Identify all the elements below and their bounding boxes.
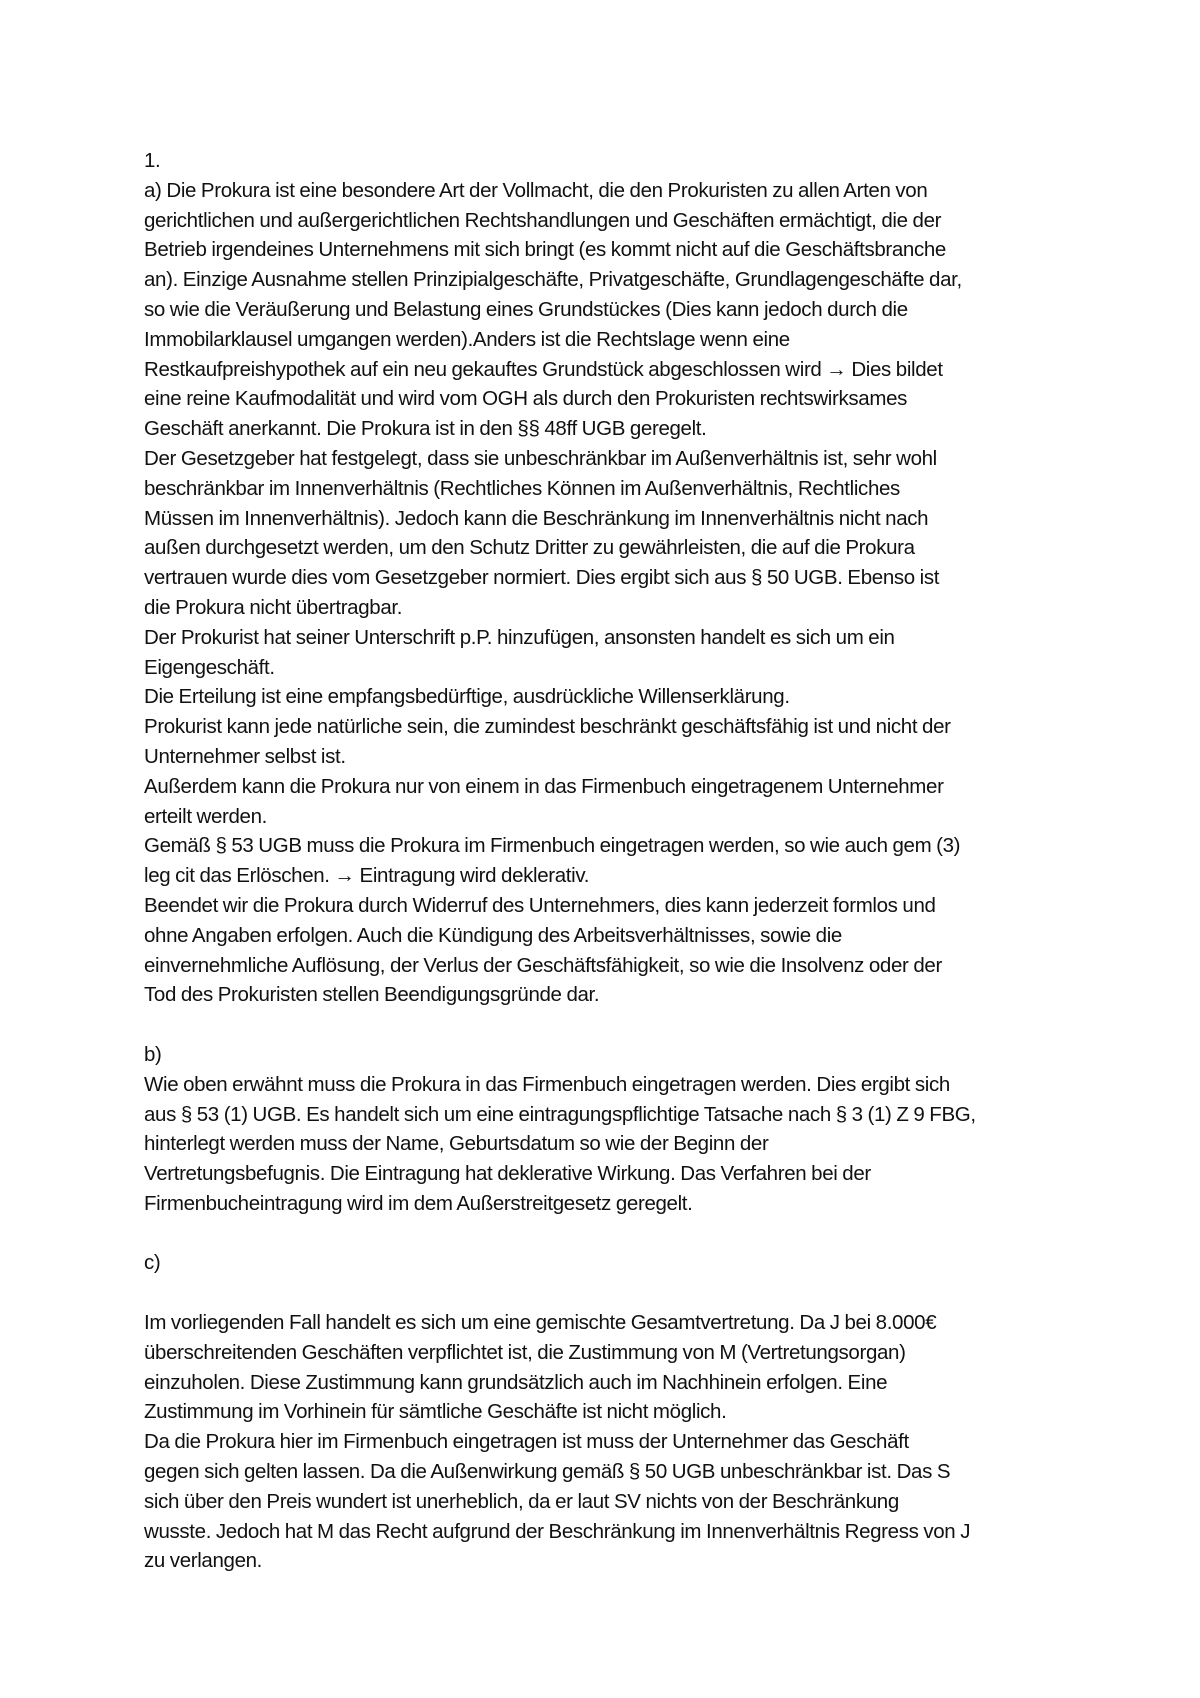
text-line: beschränkbar im Innenverhältnis (Rechtliches Können im Außenverhältnis, Rechtliches xyxy=(144,476,900,500)
text-line: zu verlangen. xyxy=(144,1549,263,1573)
text-line: c) xyxy=(144,1251,161,1275)
text-line: einvernehmliche Auflösung, der Verlus der Geschäftsfähigkeit, so wie die Insolvenz oder der xyxy=(144,953,942,977)
text-line: die Prokura nicht übertragbar. xyxy=(144,595,403,619)
text-line: einzuholen. Diese Zustimmung kann grundsätzlich auch im Nachhinein erfolgen. Eine xyxy=(144,1370,888,1394)
text-line: Immobilarklausel umgangen werden).Anders ist die Rechtslage wenn eine xyxy=(144,327,790,351)
text-line: a) Die Prokura ist eine besondere Art der Vollmacht, die den Prokuristen zu allen Arten von xyxy=(144,178,928,202)
blank-line xyxy=(144,1219,1074,1249)
text-line: vertrauen wurde dies vom Gesetzgeber normiert. Dies ergibt sich aus § 50 UGB. Ebenso ist xyxy=(144,566,940,590)
text-line: aus § 53 (1) UGB. Es handelt sich um eine eintragungspflichtige Tatsache nach § 3 (1) Z 9 FBG, xyxy=(144,1102,976,1126)
text-line: ohne Angaben erfolgen. Auch die Kündigung des Arbeitsverhältnisses, sowie die xyxy=(144,923,842,947)
text-line: Betrieb irgendeines Unternehmens mit sich bringt (es kommt nicht auf die Geschäftsbranche xyxy=(144,238,946,262)
text-line: Vertretungsbefugnis. Die Eintragung hat deklerative Wirkung. Das Verfahren bei der xyxy=(144,1162,871,1186)
text-line: Außerdem kann die Prokura nur von einem in das Firmenbuch eingetragenem Unternehmer xyxy=(144,774,944,798)
text-line: Firmenbucheintragung wird im dem Außerstreitgesetz geregelt. xyxy=(144,1191,693,1215)
text-line: sich über den Preis wundert ist unerheblich, da er laut SV nichts von der Beschränkung xyxy=(144,1489,899,1513)
text-line: gerichtlichen und außergerichtlichen Rechtshandlungen und Geschäften ermächtigt, die der xyxy=(144,208,942,232)
text-line: leg cit das Erlöschen. → Eintragung wird deklerativ. xyxy=(144,864,590,888)
text-line: Geschäft anerkannt. Die Prokura ist in den §§ 48ff UGB geregelt. xyxy=(144,417,707,441)
text-line: Gemäß § 53 UGB muss die Prokura im Firmenbuch eingetragen werden, so wie auch gem (3) xyxy=(144,834,961,858)
text-line: Da die Prokura hier im Firmenbuch eingetragen ist muss der Unternehmer das Geschäft xyxy=(144,1430,909,1454)
text-line: Restkaufpreishypothek auf ein neu gekauftes Grundstück abgeschlossen wird → Dies bildet xyxy=(144,357,943,381)
text-line: Der Prokurist hat seiner Unterschrift p.P. hinzufügen, ansonsten handelt es sich um ein xyxy=(144,625,895,649)
text-line: wusste. Jedoch hat M das Recht aufgrund der Beschränkung im Innenverhältnis Regress von J xyxy=(144,1519,971,1543)
text-line: 1. xyxy=(144,149,161,172)
text-line: Beendet wir die Prokura durch Widerruf des Unternehmers, dies kann jederzeit formlos und xyxy=(144,893,936,917)
text-line: gegen sich gelten lassen. Da die Außenwirkung gemäß § 50 UGB unbeschränkbar ist. Das S xyxy=(144,1460,951,1484)
blank-line xyxy=(144,1010,1074,1040)
text-line: erteilt werden. xyxy=(144,804,268,828)
text-line: so wie die Veräußerung und Belastung eines Grundstückes (Dies kann jedoch durch die xyxy=(144,297,908,321)
text-line: an). Einzige Ausnahme stellen Prinzipialgeschäfte, Privatgeschäfte, Grundlagengeschäfte dar, xyxy=(144,268,962,292)
text-line: außen durchgesetzt werden, um den Schutz Dritter zu gewährleisten, die auf die Prokura xyxy=(144,536,915,560)
text-line: b) xyxy=(144,1042,162,1066)
document-body xyxy=(144,146,1074,1576)
text-line: Der Gesetzgeber hat festgelegt, dass sie unbeschränkbar im Außenverhältnis ist, sehr wohl xyxy=(144,446,937,470)
text-line: eine reine Kaufmodalität und wird vom OGH als durch den Prokuristen rechtswirksames xyxy=(144,387,908,411)
text-line: Eigengeschäft. xyxy=(144,655,275,679)
text-line: überschreitenden Geschäften verpflichtet ist, die Zustimmung von M (Vertretungsorgan) xyxy=(144,1340,906,1364)
text-line: hinterlegt werden muss der Name, Geburtsdatum so wie der Beginn der xyxy=(144,1132,769,1156)
text-line: Prokurist kann jede natürliche sein, die zumindest beschränkt geschäftsfähig ist und nicht der xyxy=(144,715,951,739)
blank-line xyxy=(144,1278,1074,1308)
text-line: Die Erteilung ist eine empfangsbedürftige, ausdrückliche Willenserklärung. xyxy=(144,685,790,709)
text-line: Im vorliegenden Fall handelt es sich um eine gemischte Gesamtvertretung. Da J bei 8.000€ xyxy=(144,1311,937,1335)
text-line: Unternehmer selbst ist. xyxy=(144,744,346,768)
text-line: Zustimmung im Vorhinein für sämtliche Geschäfte ist nicht möglich. xyxy=(144,1400,727,1424)
text-line: Müssen im Innenverhältnis). Jedoch kann die Beschränkung im Innenverhältnis nicht nach xyxy=(144,506,929,530)
text-line: Wie oben erwähnt muss die Prokura in das Firmenbuch eingetragen werden. Dies ergibt sich xyxy=(144,1072,950,1096)
text-line: Tod des Prokuristen stellen Beendigungsgründe dar. xyxy=(144,983,600,1007)
